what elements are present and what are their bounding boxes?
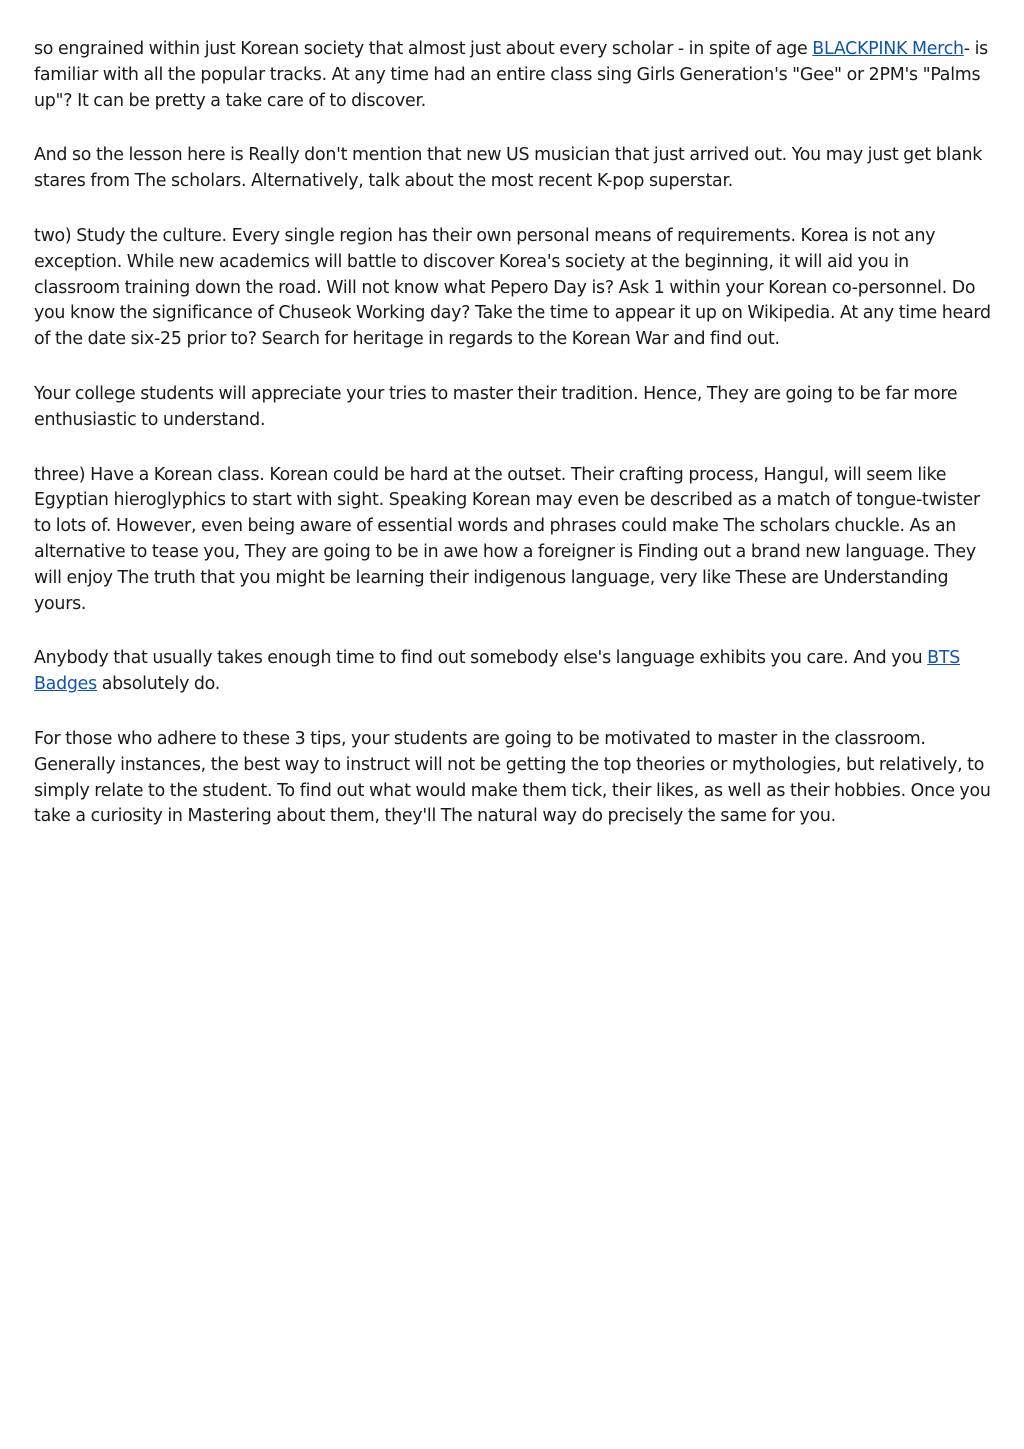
paragraph-3: two) Study the culture. Every single region has their own personal means of requirements. Korea is not any exception. While new academics will battle to discover Korea's society at the beginning, it will aid you in classroom training down the road. Will not know what Pepero Day is? Ask 1 within your Korean co-personnel. Do you know the significance of Chuseok Working day? Take the time to appear it up on Wikipedia. At any time heard of the date six-25 prior to? Search for heritage in regards to the Korean War and find out. xyxy=(34,225,991,350)
blackpink-merch-link[interactable]: BLACKPINK Merch xyxy=(812,39,964,59)
paragraph-7: For those who adhere to these 3 tips, your students are going to be motivated to master in the classroom. Generally instances, the best way to instruct will not be getting the top theories or mythologies, but relatively, to simply relate to the student. To find out what would make them tick, their likes, as well as their hobbies. Once you take a curiosity in Mastering about them, they'll The natural way do precisely the same for you. xyxy=(34,728,991,827)
paragraph-1-text-after: - is familiar with all the popular tracks. At any time had an entire class sing Girls Generation's "Gee" or 2PM's "Palms up"? It can be pretty a take care of to discover. xyxy=(34,39,988,111)
paragraph-5: three) Have a Korean class. Korean could be hard at the outset. Their crafting process, Hangul, will seem like Egyptian hieroglyphics to start with sight. Speaking Korean may even be described as a match of tongue-twister to lots of. However, even being aware of essential words and phrases could make The scholars chuckle. As an alternative to tease you, They are going to be in awe how a foreigner is Finding out a brand new language. They will enjoy The truth that you might be learning their indigenous language, very like These are Understanding yours. xyxy=(34,464,980,614)
paragraph-6 xyxy=(34,646,994,698)
paragraph-4: Your college students will appreciate your tries to master their tradition. Hence, They are going to be far more enthusiastic to understand. xyxy=(34,383,958,430)
paragraph-6-text-after: absolutely do. xyxy=(96,674,221,695)
paragraph-2: And so the lesson here is Really don't mention that new US musician that just arrived out. You may just get blank stares from The scholars. Alternatively, talk about the most recent K-pop superstar. xyxy=(34,145,983,192)
document-body xyxy=(34,37,994,859)
paragraph-1-text-before: so engrained within just Korean society that almost just about every scholar - in spite of age xyxy=(34,39,813,59)
paragraph-6-text-before: Anybody that usually takes enough time to find out somebody else's language exhibits you care. And you xyxy=(34,648,928,669)
bts-badges-link[interactable]: BTS Badges xyxy=(34,648,961,695)
paragraph-1 xyxy=(34,37,994,114)
